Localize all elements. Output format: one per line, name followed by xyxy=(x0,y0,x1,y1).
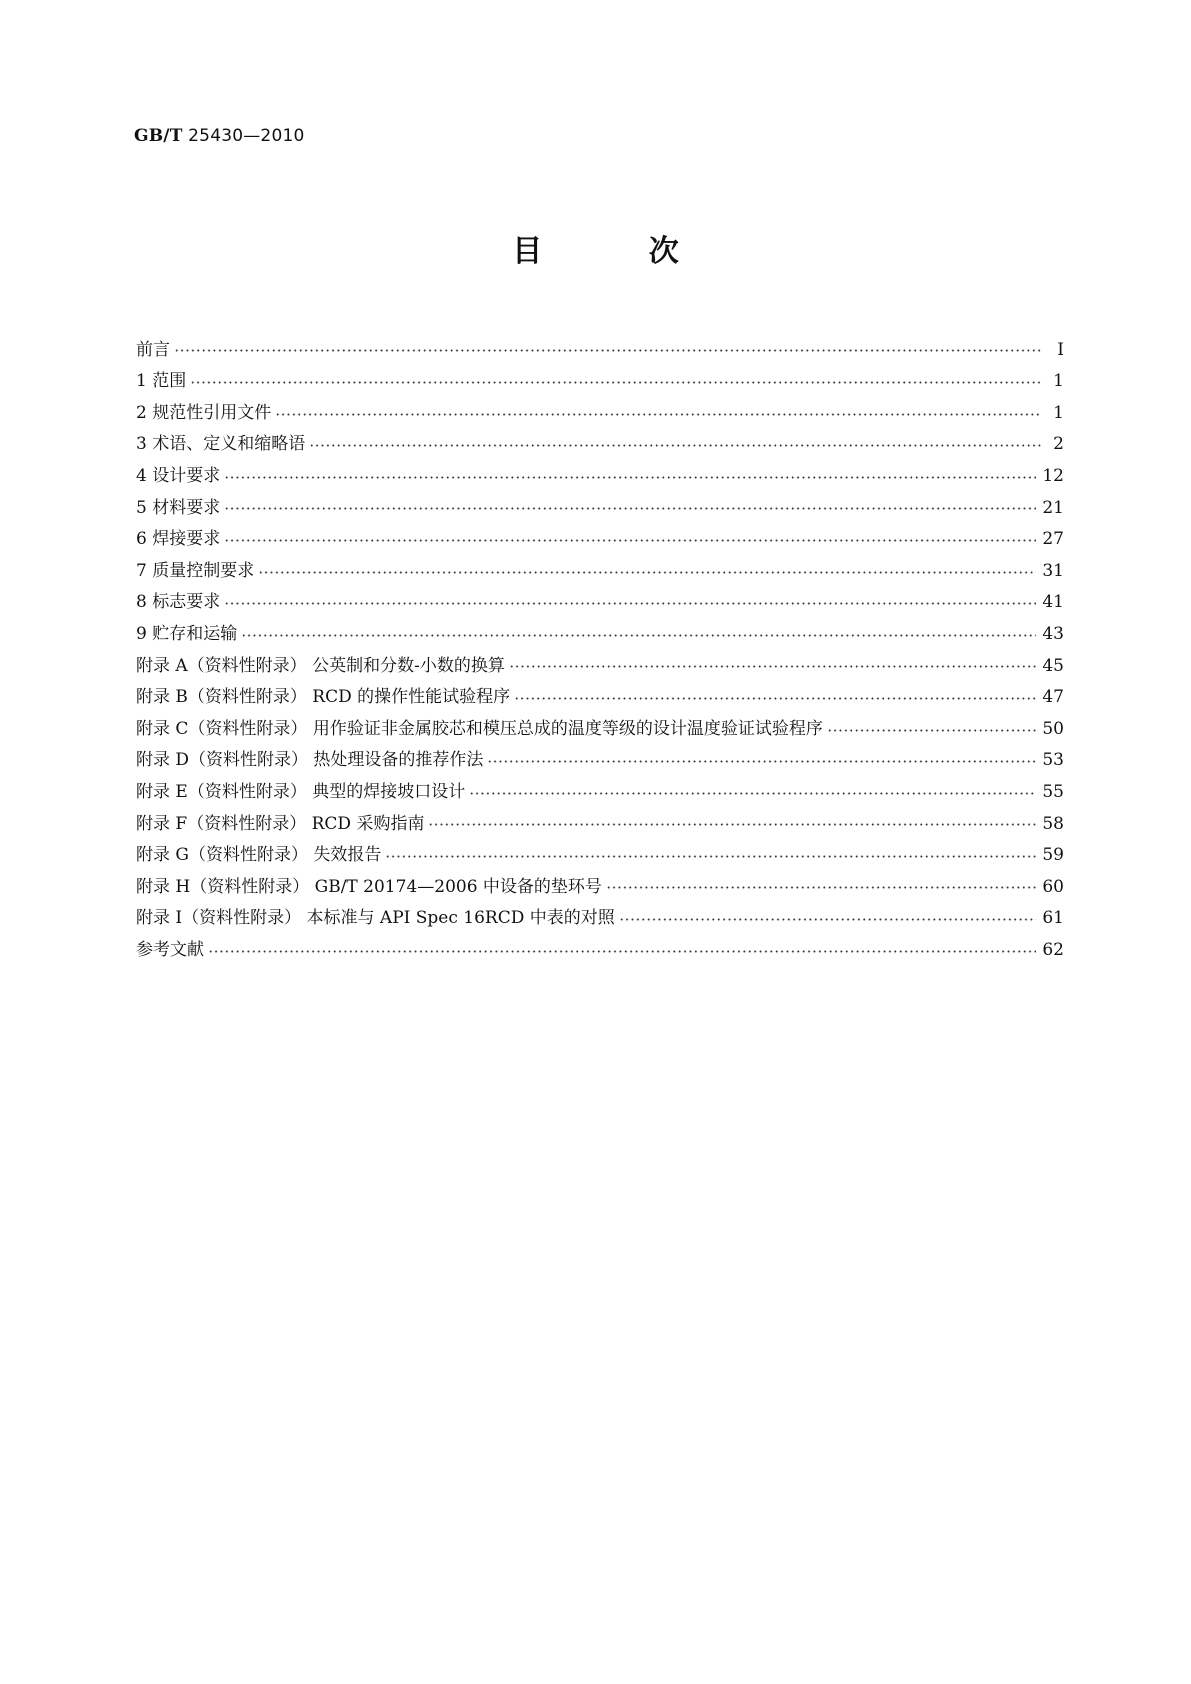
toc-entry-label: 附录 B（资料性附录） RCD 的操作性能试验程序 xyxy=(136,687,511,708)
toc-entry-page: 21 xyxy=(1042,497,1064,518)
toc-dot-leader xyxy=(509,664,1037,671)
toc-entry-page: 2 xyxy=(1053,434,1064,455)
toc-entry-label: 3 术语、定义和缩略语 xyxy=(136,434,306,455)
toc-entry[interactable] xyxy=(136,802,1064,834)
toc-entry-label: 5 材料要求 xyxy=(136,497,221,518)
toc-entry[interactable] xyxy=(136,676,1064,708)
toc-entry[interactable] xyxy=(136,865,1064,897)
toc-entry[interactable] xyxy=(136,928,1064,960)
toc-entry[interactable] xyxy=(136,581,1064,613)
toc-entry[interactable] xyxy=(136,486,1064,518)
toc-entry[interactable] xyxy=(136,518,1064,550)
toc-entry[interactable] xyxy=(136,897,1064,929)
toc-entry-page: 47 xyxy=(1042,687,1064,708)
toc-entry[interactable] xyxy=(136,328,1064,360)
toc-entry-label: 7 质量控制要求 xyxy=(136,560,255,581)
toc-entry-label: 8 标志要求 xyxy=(136,592,221,613)
standard-code-prefix: GB/T xyxy=(134,126,183,146)
toc-entry-page: 43 xyxy=(1042,623,1064,644)
toc-entry[interactable] xyxy=(136,612,1064,644)
toc-entry[interactable] xyxy=(136,834,1064,866)
toc-entry-label: 1 范围 xyxy=(136,371,187,392)
toc-entry-page: 1 xyxy=(1053,402,1064,423)
table-of-contents xyxy=(136,328,1064,960)
toc-entry-page: 61 xyxy=(1042,908,1064,929)
toc-dot-leader xyxy=(606,885,1036,892)
toc-title: 目 次 xyxy=(512,234,727,269)
toc-entry-label: 附录 H（资料性附录） GB/T 20174—2006 中设备的垫环号 xyxy=(136,876,602,897)
toc-entry-label: 6 焊接要求 xyxy=(136,529,221,550)
toc-dot-leader xyxy=(514,695,1036,702)
toc-entry-page: 31 xyxy=(1042,560,1064,581)
toc-entry-page: 58 xyxy=(1042,813,1064,834)
toc-entry-label: 附录 F（资料性附录） RCD 采购指南 xyxy=(136,813,425,834)
toc-dot-leader xyxy=(241,632,1036,639)
toc-dot-leader xyxy=(208,948,1036,955)
toc-entry[interactable] xyxy=(136,739,1064,771)
toc-entry-page: 55 xyxy=(1042,781,1064,802)
toc-entry-label: 9 贮存和运输 xyxy=(136,623,238,644)
toc-entry-page: 41 xyxy=(1042,592,1064,613)
toc-entry[interactable] xyxy=(136,360,1064,392)
toc-entry-label: 参考文献 xyxy=(136,939,204,960)
toc-dot-leader xyxy=(487,758,1036,765)
toc-entry-page: 62 xyxy=(1042,939,1064,960)
toc-entry-label: 2 规范性引用文件 xyxy=(136,402,272,423)
toc-entry-page: 1 xyxy=(1053,371,1064,392)
toc-dot-leader xyxy=(190,379,1042,386)
toc-entry[interactable] xyxy=(136,707,1064,739)
toc-dot-leader xyxy=(224,600,1036,607)
toc-dot-leader xyxy=(174,348,1042,355)
toc-entry-page: 12 xyxy=(1042,465,1064,486)
toc-entry[interactable] xyxy=(136,423,1064,455)
toc-entry[interactable] xyxy=(136,770,1064,802)
standard-code xyxy=(134,126,305,146)
toc-dot-leader xyxy=(224,506,1036,513)
toc-entry-page: 45 xyxy=(1042,655,1064,676)
toc-dot-leader xyxy=(619,916,1037,923)
toc-entry[interactable] xyxy=(136,391,1064,423)
toc-entry-page: 53 xyxy=(1042,750,1064,771)
toc-entry-page: Ⅰ xyxy=(1057,339,1064,360)
toc-dot-leader xyxy=(224,537,1036,544)
standard-code-number: 25430—2010 xyxy=(188,126,305,146)
toc-entry-label: 附录 G（资料性附录） 失效报告 xyxy=(136,845,382,866)
toc-entry-label: 前言 xyxy=(136,339,170,360)
toc-entry-label: 附录 I（资料性附录） 本标准与 API Spec 16RCD 中表的对照 xyxy=(136,908,615,929)
toc-entry-page: 27 xyxy=(1042,529,1064,550)
toc-entry-page: 59 xyxy=(1042,845,1064,866)
toc-dot-leader xyxy=(428,822,1036,829)
toc-entry-label: 附录 A（资料性附录） 公英制和分数-小数的换算 xyxy=(136,655,505,676)
toc-dot-leader xyxy=(469,790,1036,797)
toc-dot-leader xyxy=(224,474,1036,481)
toc-dot-leader xyxy=(258,569,1036,576)
toc-entry-label: 4 设计要求 xyxy=(136,465,221,486)
toc-entry[interactable] xyxy=(136,549,1064,581)
toc-entry[interactable] xyxy=(136,644,1064,676)
toc-entry-page: 50 xyxy=(1042,718,1064,739)
toc-entry-label: 附录 C（资料性附录） 用作验证非金属胶芯和模压总成的温度等级的设计温度验证试验程序 xyxy=(136,718,823,739)
toc-entry-label: 附录 E（资料性附录） 典型的焊接坡口设计 xyxy=(136,781,466,802)
toc-entry[interactable] xyxy=(136,454,1064,486)
toc-dot-leader xyxy=(827,727,1037,734)
toc-entry-page: 60 xyxy=(1042,876,1064,897)
toc-dot-leader xyxy=(309,442,1042,449)
toc-dot-leader xyxy=(275,411,1042,418)
toc-dot-leader xyxy=(385,853,1036,860)
toc-entry-label: 附录 D（资料性附录） 热处理设备的推荐作法 xyxy=(136,750,484,771)
